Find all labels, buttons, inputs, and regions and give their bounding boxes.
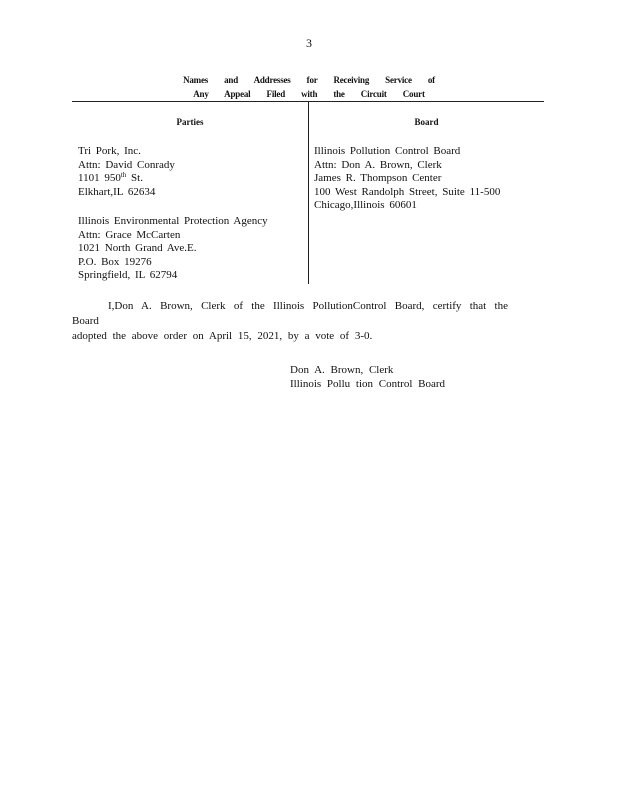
certification-line-2: adopted the above order on April 15, 2021, by a vote of 3-0.	[72, 330, 373, 342]
board-name: Illinois Pollution Control Board	[314, 145, 461, 157]
page-number: 3	[306, 36, 312, 50]
street-number: 1101 950	[78, 172, 121, 185]
party-attn: Attn: Grace McCarten	[78, 228, 181, 241]
board-address	[314, 145, 500, 213]
board-column-header: Board	[414, 117, 439, 127]
party-attn: Attn: David Conrady	[78, 158, 175, 171]
party-street: 1021 North Grand Ave.E.	[78, 242, 197, 255]
ordinal-suffix: th	[120, 171, 127, 180]
board-attn: Attn: Don A. Brown, Clerk	[314, 158, 442, 171]
party-street	[78, 172, 175, 186]
party-city: Springfield, IL 62794	[78, 269, 178, 282]
certification-line-1: I,Don A. Brown, Clerk of the Illinois PollutionControl Board, certify that the Board	[72, 300, 508, 327]
parties-column-header: Parties	[176, 117, 204, 127]
board-street: 100 West Randolph Street, Suite 11-500	[314, 185, 501, 198]
party-address-tri-pork	[78, 145, 175, 199]
certification-paragraph	[72, 299, 508, 344]
party-po-box: P.O. Box 19276	[78, 255, 152, 268]
party-address-iepa	[78, 215, 268, 283]
party-name: Tri Pork, Inc.	[78, 145, 141, 157]
board-building: James R. Thompson Center	[314, 172, 442, 185]
column-divider	[308, 101, 309, 284]
signature-block	[290, 363, 445, 391]
party-name: Illinois Environmental Protection Agency	[78, 215, 268, 227]
service-heading-line-2: Any Appeal Filed with the Circuit Court	[193, 89, 425, 99]
signature-title: Illinois Pollu tion Control Board	[290, 378, 446, 390]
board-city: Chicago,Illinois 60601	[314, 199, 417, 212]
service-heading-line-1: Names and Addresses for Receiving Service of	[183, 75, 435, 85]
street-rest: St.	[126, 172, 143, 185]
signature-name: Don A. Brown, Clerk	[290, 364, 394, 376]
party-city: Elkhart,IL 62634	[78, 185, 156, 198]
